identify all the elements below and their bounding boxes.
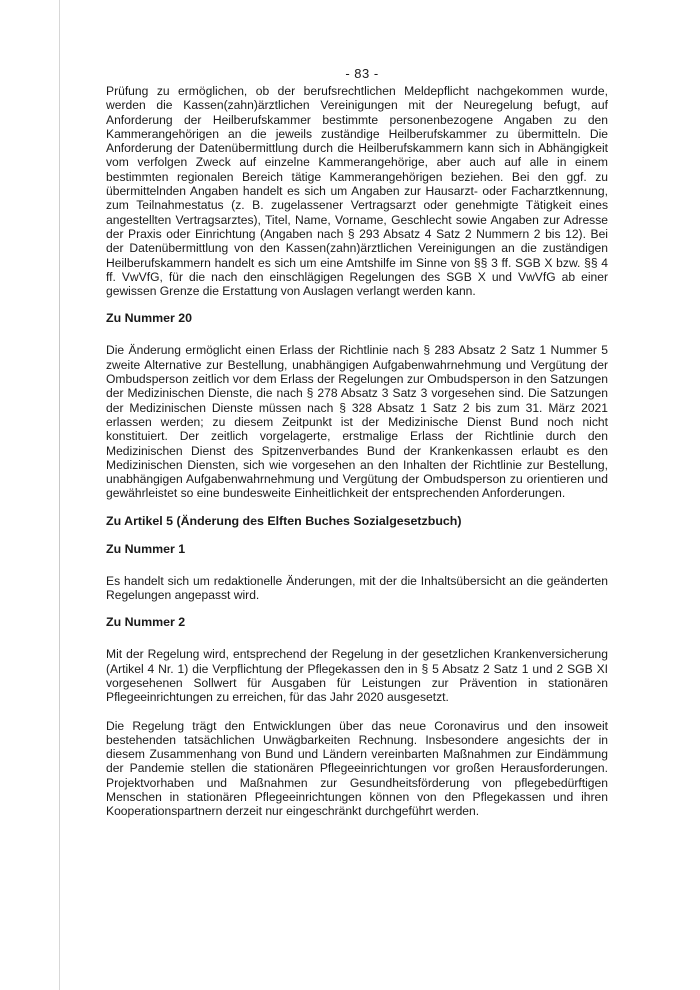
page-number: - 83 - (345, 66, 379, 81)
paragraph-sollwert-praevention: Mit der Regelung wird, entsprechend der Regelung in der gesetzlichen Krankenversicherung (Artikel 4 Nr. 1) die Verpflichtung der Pflegekassen den in § 5 Absatz 2 Satz 1 und 2 SGB XI vorgesehenen Sollwert für Ausgaben für Leistungen zur Prävention in stationären Pflegeeinrichtungen zu erreichen, für das Jahr 2020 ausgesetzt. (106, 647, 608, 705)
heading-zu-artikel-5: Zu Artikel 5 (Änderung des Elften Buches Sozialgesetzbuch) (106, 513, 462, 528)
heading-zu-nummer-20: Zu Nummer 20 (106, 311, 193, 326)
paragraph-coronavirus: Die Regelung trägt den Entwicklungen über das neue Coronavirus und den insoweit bestehenden tatsächlichen Unwägbarkeiten Rechnung. Insbesondere angesichts der in diesem Zusammenhang von Bund und Ländern vereinbarten Maßnahmen zur Eindämmung der Pandemie stellen die stationären Pflegeeinrichtungen vor großen Herausforderungen. Projektvorhaben und Maßnahmen zur Gesundheitsförderung von pflegebedürftigen Menschen in stationären Pflegeeinrichtungen können von den Pflegekassen und ihren Kooperationspartnern derzeit nur eingeschränkt durchgeführt werden. (106, 718, 608, 819)
paragraph-ombudsperson: Die Änderung ermöglicht einen Erlass der Richtlinie nach § 283 Absatz 2 Satz 1 Nummer 5 zweite Alternative zur Bestellung, unabhängigen Aufgabenwahrnehmung und Vergütung der Ombudsperson zeitlich vor dem Erlass der Regelungen zur Ombudsperson in den Satzungen der Medizinischen Dienste, die nach § 278 Absatz 3 Satz 3 vorgesehen sind. Die Satzungen der Medizinischen Dienste müssen nach § 328 Absatz 1 Satz 2 bis zum 31. März 2021 erlassen werden; zu diesem Zeitpunkt ist der Medizinische Dienst Bund noch nicht konstituiert. Der zeitlich vorgelagerte, erstmalige Erlass der Richtlinie durch den Medizinischen Dienst des Spitzenverbandes Bund der Krankenkassen erlaubt es den Medizinischen Diensten, sich wie vorgesehen an den Inhalten der Richtlinie zur Bestellung, unabhängigen Aufgabenwahrnehmung und Vergütung der Ombudsperson zu orientieren und gewährleistet so eine bundesweite Einheitlichkeit der entsprechenden Anforderungen. (106, 343, 608, 501)
scan-edge-line (59, 0, 60, 990)
heading-zu-nummer-1: Zu Nummer 1 (106, 541, 186, 556)
heading-zu-nummer-2: Zu Nummer 2 (106, 615, 186, 630)
paragraph-redaktionelle-aenderungen: Es handelt sich um redaktionelle Änderungen, mit der die Inhaltsübersicht an die geänderten Regelungen angepasst wird. (106, 573, 608, 603)
paragraph-datenuebermittlung: Prüfung zu ermöglichen, ob der berufsrechtlichen Meldepflicht nachgekommen wurde, werden die Kassen(zahn)ärztlichen Vereinigungen mit der Neuregelung befugt, auf Anforderung der Heilberufskammer bestimmte personenbezogene Angaben zu den Kammerangehörigen an die jeweils zuständige Heilberufskammer zu übermitteln. Die Anforderung der Datenübermittlung durch die Heilberufskammern kann sich in Abhängigkeit vom verfolgen Zweck auf einzelne Kammerangehörige, aber auch auf alle in einem bestimmten regionalen Bereich tätige Kammerangehörigen beziehen. Bei den ggf. zu übermittelnden Angaben handelt es sich um Angaben zur Hausarzt- oder Facharztkennung, zum Teilnahmestatus (z. B. zugelassener Vertragsarzt oder genehmigte Tätigkeit eines angestellten Vertragsarztes), Titel, Name, Vorname, Geschlecht sowie Angaben zur Adresse der Praxis oder Einrichtung (Angaben nach § 293 Absatz 4 Satz 2 Nummern 2 bis 12). Bei der Datenübermittlung von den Kassen(zahn)ärztlichen Vereinigungen an die zuständigen Heilberufskammern handelt es sich um eine Amtshilfe im Sinne von §§ 3 ff. SGB X bzw. §§ 4 ff. VwVfG, für die nach den einschlägigen Regelungen des SGB X und VwVfG ab einer gewissen Grenze die Erstattung von Auslagen verlangt werden kann. (106, 84, 608, 299)
document-page (106, 66, 608, 819)
